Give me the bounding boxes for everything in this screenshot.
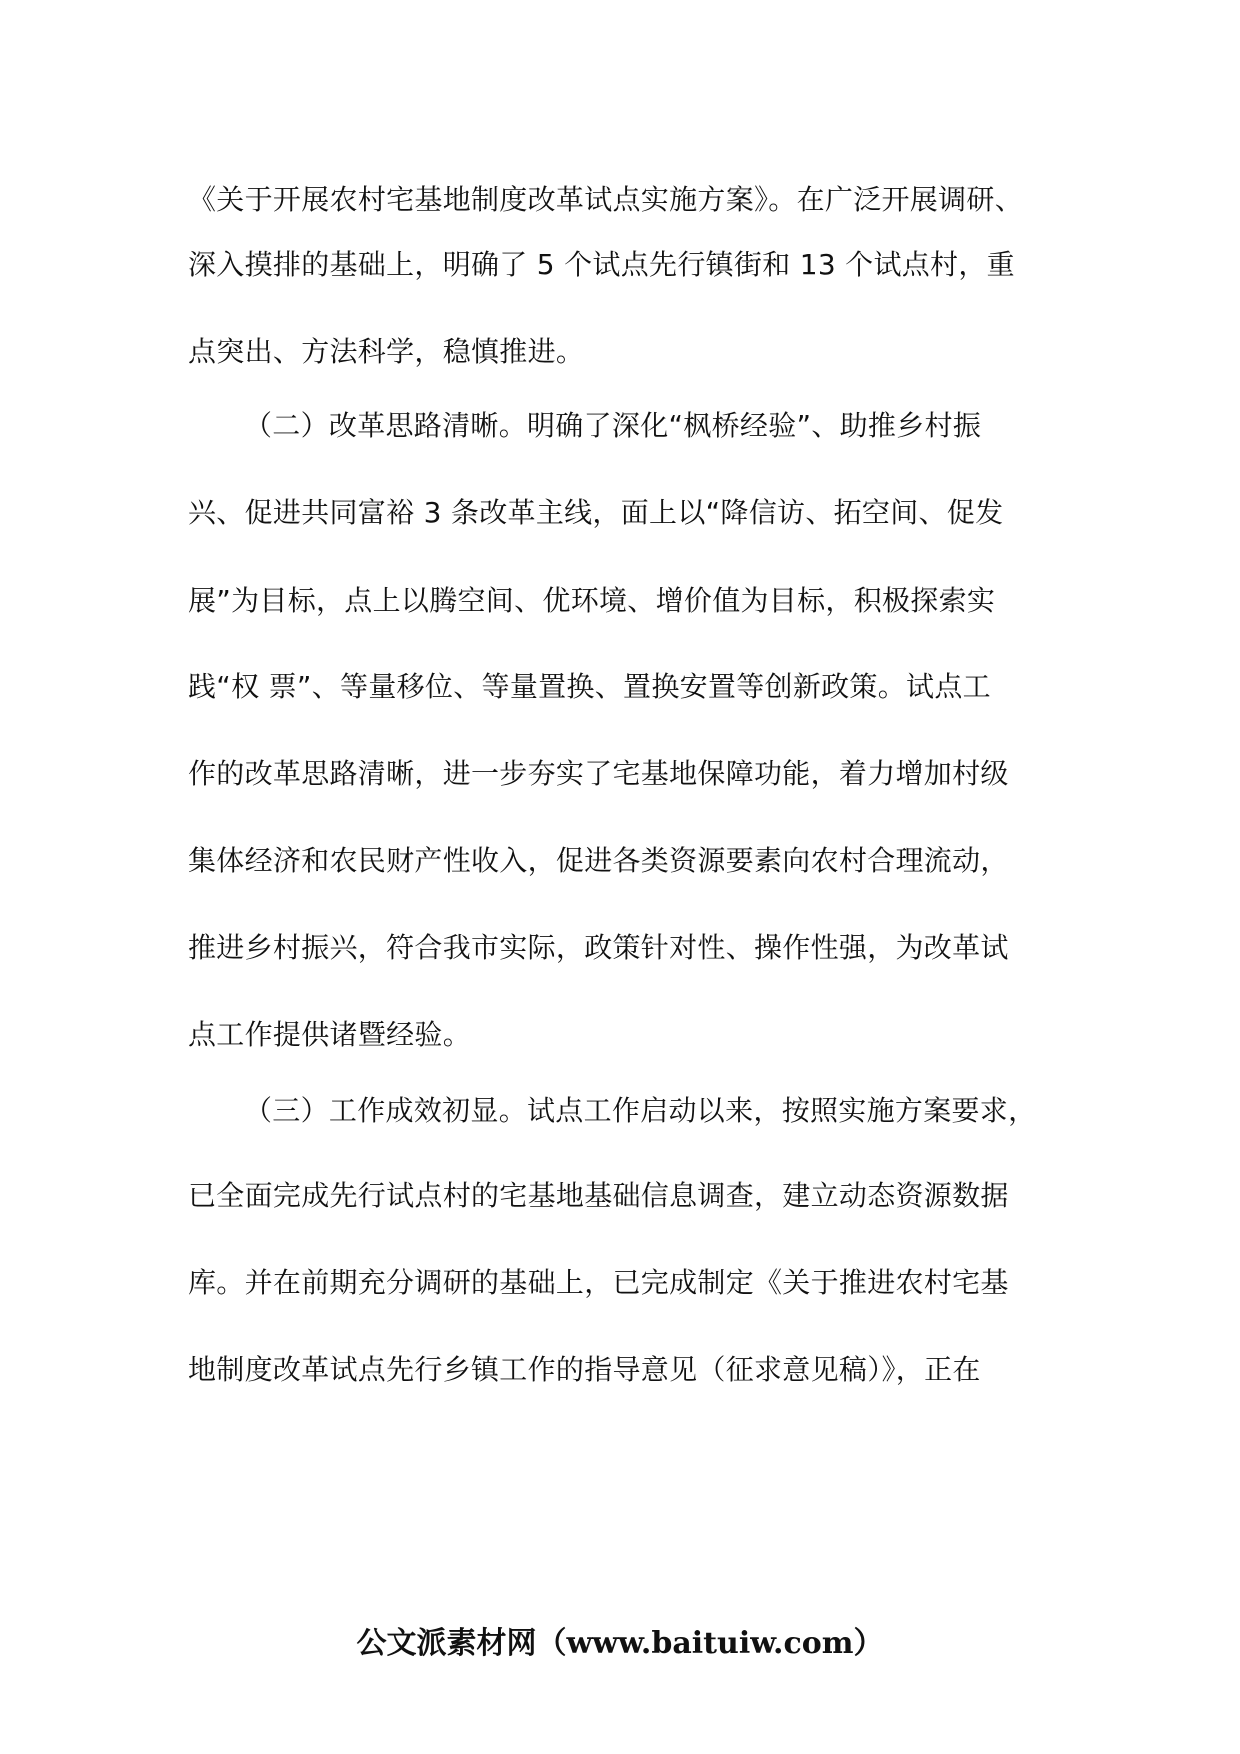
paragraph-line: 作的改革思路清晰，进一步夯实了宅基地保障功能，着力增加村级 [188, 757, 1009, 790]
paragraph-line: 集体经济和农民财产性收入，促进各类资源要素向农村合理流动， [188, 844, 1009, 877]
paragraph-line: 兴、促进共同富裕 3 条改革主线，面上以“降信访、拓空间、促发 [188, 496, 1004, 529]
paragraph-line: 推进乡村振兴，符合我市实际，政策针对性、操作性强，为改革试 [188, 931, 1009, 964]
paragraph-line: 已全面完成先行试点村的宅基地基础信息调查，建立动态资源数据 [188, 1179, 1009, 1212]
footer-watermark-text: 公文派素材网（www.baituiw.com） [356, 1626, 884, 1661]
paragraph-line: 《关于开展农村宅基地制度改革试点实施方案》。在广泛开展调研、 [188, 183, 1024, 216]
paragraph-line: 库。并在前期充分调研的基础上，已完成制定《关于推进农村宅基 [188, 1266, 1009, 1299]
paragraph-line: （二）改革思路清晰。明确了深化“枫桥经验”、助推乡村振 [244, 409, 982, 442]
paragraph-line: （三）工作成效初显。试点工作启动以来，按照实施方案要求， [244, 1094, 1037, 1127]
paragraph-line: 地制度改革试点先行乡镇工作的指导意见（征求意见稿）》，正在 [188, 1353, 981, 1386]
paragraph-line: 点工作提供诸暨经验。 [188, 1018, 472, 1051]
paragraph-line: 展”为目标，点上以腾空间、优环境、增价值为目标，积极探索实 [188, 584, 996, 617]
paragraph-line: 深入摸排的基础上，明确了 5 个试点先行镇街和 13 个试点村，重 [188, 248, 1015, 281]
paragraph-line: 践“权 票”、等量移位、等量置换、置换安置等创新政策。试点工 [188, 670, 991, 703]
paragraph-line: 点突出、方法科学，稳慎推进。 [188, 335, 585, 368]
